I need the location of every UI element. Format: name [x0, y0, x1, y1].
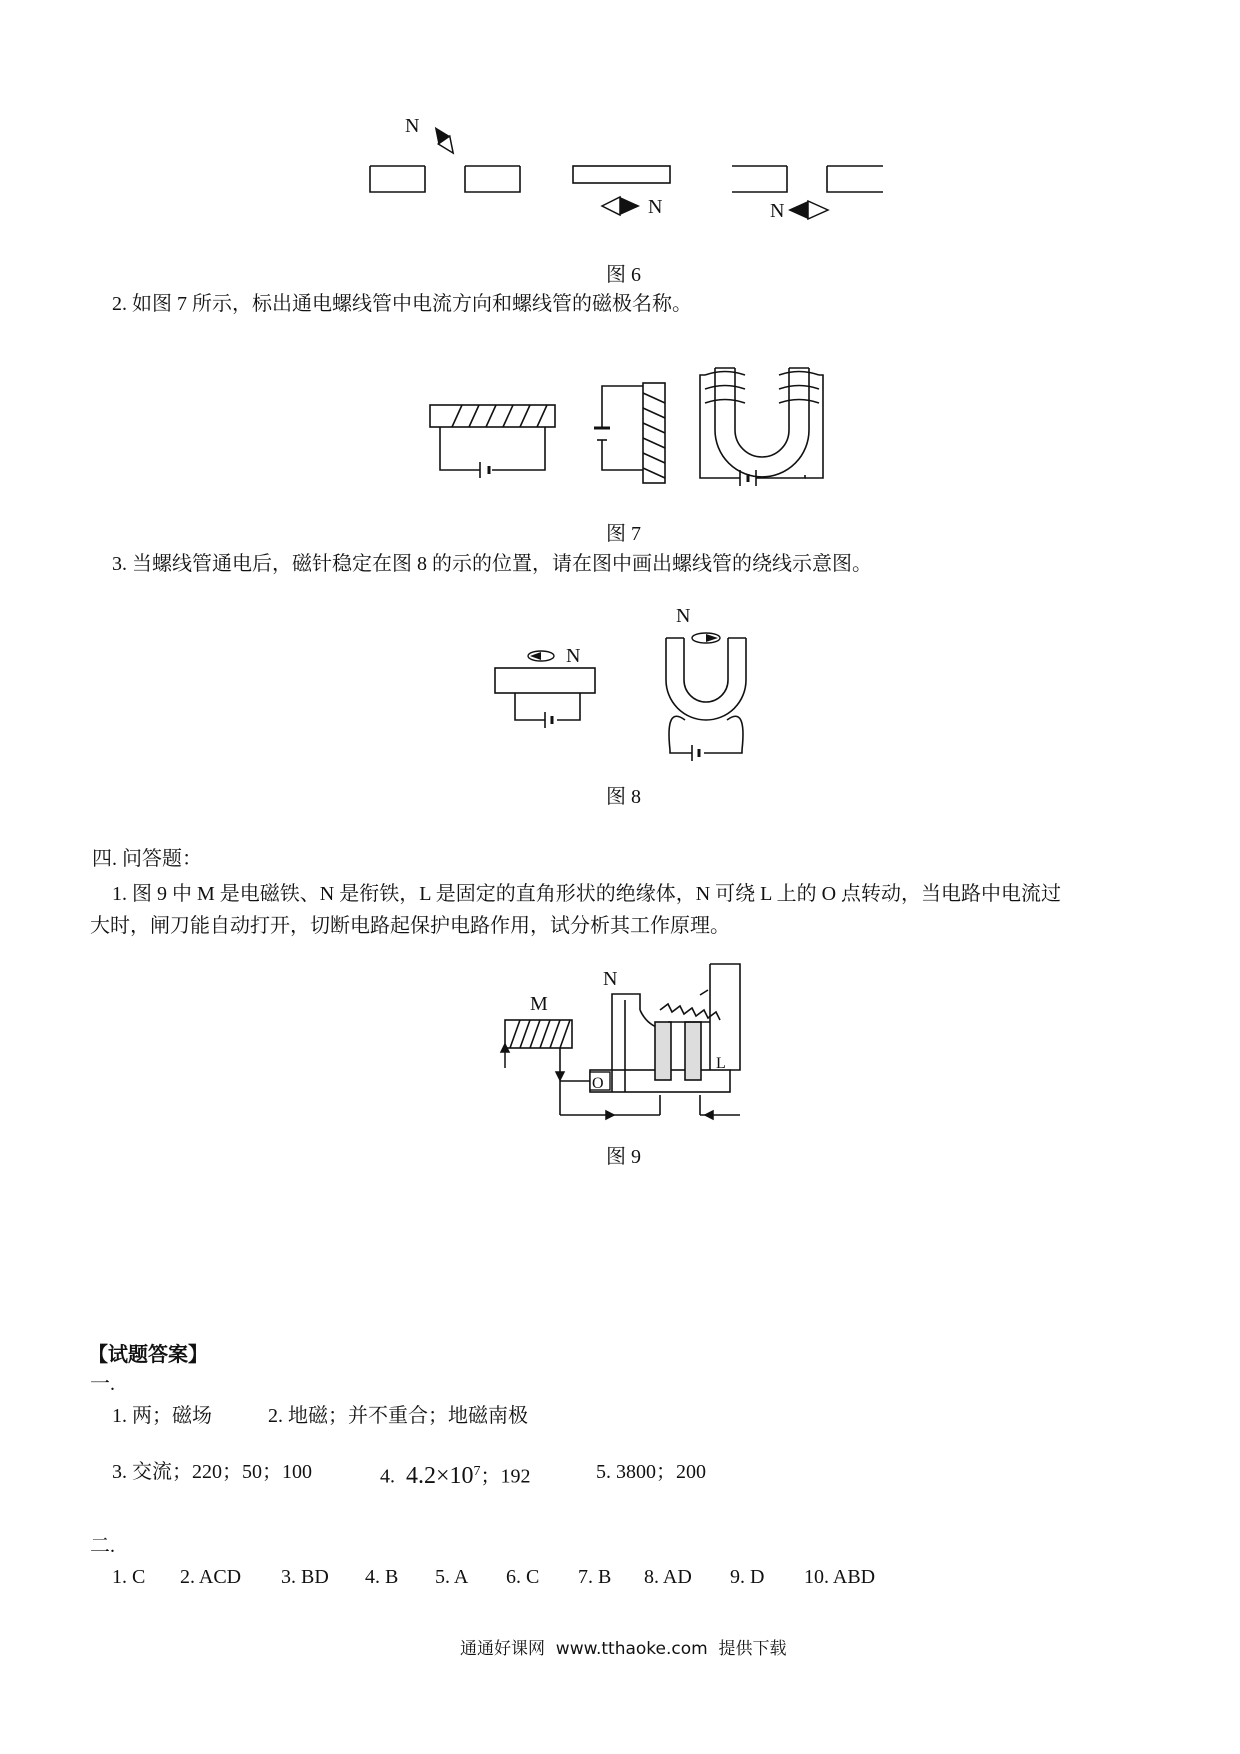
- answer-1-3: 3. 交流；220；50；100: [112, 1461, 312, 1483]
- answers-title: 【试题答案】: [88, 1342, 208, 1366]
- answer-1-4-suffix: ；192: [480, 1465, 531, 1488]
- fig6-caption: 图 6: [606, 264, 641, 286]
- fig9-label-n: N: [603, 968, 618, 990]
- fig8-caption: 图 8: [606, 786, 641, 808]
- answer-2-4: 4. B: [365, 1566, 399, 1588]
- question-3: 3. 当螺线管通电后，磁针稳定在图 8 的示的位置，请在图中画出螺线管的绕线示意图。: [112, 553, 872, 575]
- fig6-label-n3: N: [770, 200, 785, 222]
- question-2: 2. 如图 7 所示，标出通电螺线管中电流方向和螺线管的磁极名称。: [112, 293, 692, 315]
- fig9-label-m: M: [530, 993, 548, 1015]
- answer-1-4: [380, 1458, 531, 1491]
- answers-part1-label: 一.: [90, 1373, 115, 1395]
- fig6-label-n2: N: [648, 196, 663, 218]
- answer-2-6: 6. C: [506, 1566, 540, 1588]
- answer-1-4-exponent: 7: [473, 1464, 481, 1479]
- question-4-1-line1: 1. 图 9 中 M 是电磁铁、N 是衔铁，L 是固定的直角形状的绝缘体，N 可绕 L 上的 O 点转动，当电路中电流过: [112, 883, 1062, 905]
- answer-2-5: 5. A: [435, 1566, 469, 1588]
- answer-1-2: 2. 地磁；并不重合；地磁南极: [268, 1405, 528, 1427]
- fig6-label-n1: N: [405, 115, 420, 137]
- fig8-label-n2: N: [676, 605, 691, 627]
- answer-2-7: 7. B: [578, 1566, 612, 1588]
- fig7-caption: 图 7: [606, 523, 641, 545]
- answer-2-8: 8. AD: [644, 1566, 692, 1588]
- answers-part2-label: 二.: [90, 1535, 115, 1557]
- answer-2-2: 2. ACD: [180, 1566, 242, 1588]
- answer-2-1: 1. C: [112, 1566, 146, 1588]
- answer-1-4-mantissa: 4.2×10: [406, 1462, 474, 1489]
- fig9-label-l: L: [716, 1055, 726, 1072]
- answer-1-5: 5. 3800；200: [596, 1461, 706, 1483]
- section-4-title: 四. 问答题：: [92, 848, 202, 870]
- answer-2-9: 9. D: [730, 1566, 765, 1588]
- question-4-1-line2: 大时，闸刀能自动打开，切断电路起保护电路作用，试分析其工作原理。: [90, 915, 730, 937]
- fig9-caption: 图 9: [606, 1146, 641, 1168]
- answer-2-3: 3. BD: [281, 1566, 329, 1588]
- fig8-label-n1: N: [566, 645, 581, 667]
- page-footer: 通通好课网 www.tthaoke.com 提供下载: [460, 1639, 787, 1659]
- answer-2-10: 10. ABD: [804, 1566, 876, 1588]
- fig9-label-o: O: [592, 1075, 604, 1092]
- answer-1-4-prefix: 4.: [380, 1465, 395, 1488]
- answer-1-1: 1. 两；磁场: [112, 1405, 212, 1427]
